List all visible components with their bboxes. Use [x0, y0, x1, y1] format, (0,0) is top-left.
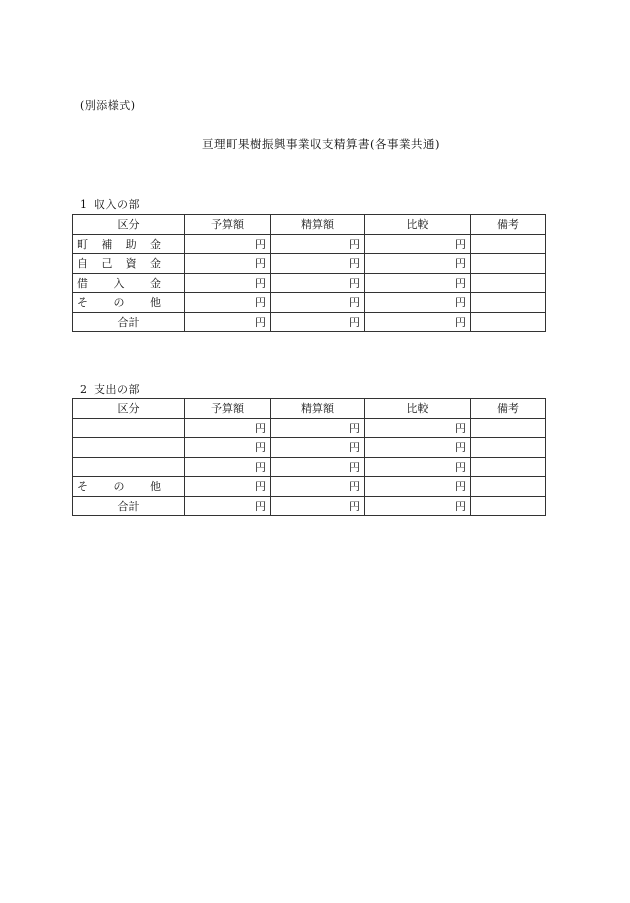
expenditure-table-body	[73, 418, 546, 516]
category-char: 町	[77, 237, 88, 251]
table-row	[73, 477, 546, 497]
row-settlement: 円	[271, 438, 365, 458]
table-row	[73, 418, 546, 438]
category-label	[77, 236, 161, 252]
income-header-row	[73, 215, 546, 235]
document-title: 亘理町果樹振興事業収支精算書(各事業共通)	[202, 137, 440, 151]
row-category	[73, 293, 185, 313]
total-remarks	[471, 496, 546, 516]
row-comparison: 円	[365, 254, 471, 274]
row-remarks	[471, 234, 546, 254]
category-char: の	[113, 296, 125, 310]
row-comparison: 円	[365, 234, 471, 254]
category-char: そ	[77, 480, 88, 494]
income-section-heading	[80, 196, 140, 212]
expenditure-section-heading	[80, 381, 140, 397]
total-row	[73, 312, 546, 332]
total-settlement: 円	[271, 312, 365, 332]
table-row	[73, 438, 546, 458]
row-budget: 円	[185, 457, 271, 477]
expenditure-header-row	[73, 399, 546, 419]
total-row	[73, 496, 546, 516]
row-remarks	[471, 477, 546, 497]
table-row	[73, 273, 546, 293]
expenditure-table	[72, 398, 546, 516]
table-row	[73, 234, 546, 254]
row-budget: 円	[185, 293, 271, 313]
row-remarks	[471, 293, 546, 313]
income-table-body	[73, 234, 546, 332]
header-remarks: 備考	[471, 399, 546, 419]
header-comparison: 比較	[365, 399, 471, 419]
category-char: 助	[125, 237, 137, 251]
row-remarks	[471, 438, 546, 458]
form-label: (別添様式)	[80, 99, 136, 112]
category-label	[77, 478, 161, 494]
row-comparison: 円	[365, 438, 471, 458]
header-category: 区分	[73, 399, 185, 419]
header-category: 区分	[73, 215, 185, 235]
header-budget: 予算額	[185, 399, 271, 419]
category-char: 金	[150, 276, 161, 290]
row-remarks	[471, 418, 546, 438]
category-char: 借	[77, 276, 88, 290]
row-budget: 円	[185, 477, 271, 497]
category-char: 己	[101, 257, 113, 271]
row-settlement: 円	[271, 418, 365, 438]
expenditure-section-title: 支出の部	[94, 383, 140, 396]
row-remarks	[471, 254, 546, 274]
header-comparison: 比較	[365, 215, 471, 235]
row-category	[73, 477, 185, 497]
row-settlement: 円	[271, 254, 365, 274]
table-row	[73, 293, 546, 313]
category-char: 金	[149, 237, 161, 251]
income-table	[72, 214, 546, 332]
row-category	[73, 254, 185, 274]
row-budget: 円	[185, 234, 271, 254]
row-category	[73, 457, 185, 477]
category-char: の	[113, 480, 125, 494]
expenditure-section-number: 2	[80, 383, 88, 396]
category-char: そ	[77, 296, 88, 310]
income-section-number: 1	[80, 198, 88, 211]
income-section-title: 収入の部	[94, 198, 140, 211]
row-settlement: 円	[271, 477, 365, 497]
header-settlement: 精算額	[271, 215, 365, 235]
row-settlement: 円	[271, 234, 365, 254]
row-comparison: 円	[365, 293, 471, 313]
category-char: 自	[77, 257, 88, 271]
row-comparison: 円	[365, 418, 471, 438]
header-budget: 予算額	[185, 215, 271, 235]
row-comparison: 円	[365, 477, 471, 497]
table-row	[73, 457, 546, 477]
category-label	[77, 255, 161, 271]
total-budget: 円	[185, 312, 271, 332]
category-char: 補	[101, 237, 113, 251]
total-comparison: 円	[365, 312, 471, 332]
category-char: 他	[150, 296, 161, 310]
row-budget: 円	[185, 273, 271, 293]
row-category	[73, 234, 185, 254]
category-char: 他	[150, 480, 161, 494]
category-char: 資	[125, 257, 137, 271]
row-remarks	[471, 273, 546, 293]
category-label	[77, 294, 161, 310]
total-settlement: 円	[271, 496, 365, 516]
row-settlement: 円	[271, 457, 365, 477]
row-category	[73, 418, 185, 438]
row-remarks	[471, 457, 546, 477]
category-label	[77, 275, 161, 291]
category-char: 入	[113, 276, 125, 290]
row-budget: 円	[185, 438, 271, 458]
category-char: 金	[149, 257, 161, 271]
total-comparison: 円	[365, 496, 471, 516]
header-settlement: 精算額	[271, 399, 365, 419]
row-category	[73, 273, 185, 293]
row-comparison: 円	[365, 457, 471, 477]
total-label: 合計	[73, 496, 185, 516]
total-budget: 円	[185, 496, 271, 516]
total-remarks	[471, 312, 546, 332]
table-row	[73, 254, 546, 274]
row-settlement: 円	[271, 273, 365, 293]
row-budget: 円	[185, 418, 271, 438]
row-budget: 円	[185, 254, 271, 274]
row-comparison: 円	[365, 273, 471, 293]
header-remarks: 備考	[471, 215, 546, 235]
row-category	[73, 438, 185, 458]
row-settlement: 円	[271, 293, 365, 313]
total-label: 合計	[73, 312, 185, 332]
